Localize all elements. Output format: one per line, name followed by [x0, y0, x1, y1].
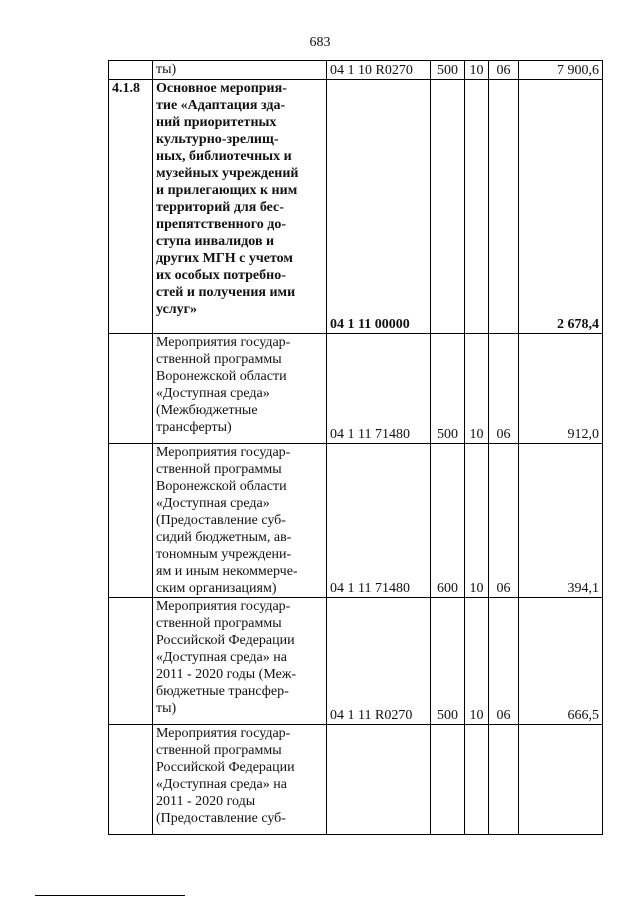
- table-row: [109, 598, 603, 725]
- item-name-line: препятственного до-: [156, 217, 287, 232]
- section-cell: [465, 725, 489, 835]
- table-body: [109, 61, 603, 835]
- item-name-line: ных, библиотечных и: [156, 149, 292, 164]
- table-row: [109, 61, 603, 80]
- item-name-cell: [153, 598, 327, 725]
- item-name-line: ступа инвалидов и: [156, 234, 275, 249]
- item-number-cell: [109, 725, 153, 835]
- item-name-cell: [153, 444, 327, 598]
- subsection-cell: 06: [489, 334, 519, 444]
- section-cell: 10: [465, 444, 489, 598]
- item-name-line: ственной программы: [156, 743, 282, 758]
- amount-cell: 666,5: [519, 598, 603, 725]
- table-row: [109, 334, 603, 444]
- amount-cell: [519, 725, 603, 835]
- table-row: [109, 80, 603, 334]
- section-cell: 10: [465, 61, 489, 80]
- item-name-line: ты): [156, 701, 177, 716]
- item-name-line: Российской Федерации: [156, 633, 295, 648]
- target-code-cell: 04 1 11 71480: [327, 444, 431, 598]
- item-name-line: Мероприятия государ-: [156, 726, 291, 741]
- item-number-cell: [109, 334, 153, 444]
- expense-type-cell: 500: [431, 334, 465, 444]
- item-name-line: Мероприятия государ-: [156, 335, 291, 350]
- item-name-line: (Предоставление суб-: [156, 513, 286, 528]
- section-cell: 10: [465, 334, 489, 444]
- amount-cell: 912,0: [519, 334, 603, 444]
- item-name-line: Мероприятия государ-: [156, 599, 291, 614]
- subsection-cell: [489, 725, 519, 835]
- table-row: [109, 444, 603, 598]
- item-name-line: «Доступная среда»: [156, 386, 270, 401]
- expense-type-cell: 600: [431, 444, 465, 598]
- item-name-line: (Предоставление суб-: [156, 811, 286, 826]
- target-code-cell: 04 1 11 71480: [327, 334, 431, 444]
- item-name-line: территорий для бес-: [156, 200, 284, 215]
- item-name-cell: [153, 61, 327, 80]
- item-name-line: (Межбюджетные: [156, 403, 258, 418]
- footnote-rule: [35, 895, 185, 896]
- target-code-cell: 04 1 11 R0270: [327, 598, 431, 725]
- item-name-line: трансферты): [156, 420, 232, 435]
- item-name-line: 2011 - 2020 годы: [156, 794, 256, 809]
- target-code-cell: [327, 725, 431, 835]
- budget-table: [108, 60, 603, 835]
- item-name-line: 2011 - 2020 годы (Меж-: [156, 667, 297, 682]
- section-cell: [465, 80, 489, 334]
- item-name-line: культурно-зрелищ-: [156, 132, 279, 147]
- item-name-line: тономным учреждени-: [156, 547, 292, 562]
- item-name-line: «Доступная среда» на: [156, 650, 287, 665]
- item-number-cell: [109, 61, 153, 80]
- item-name-cell: [153, 80, 327, 334]
- item-name-line: ственной программы: [156, 616, 282, 631]
- item-name-line: Воронежской области: [156, 369, 287, 384]
- item-name-line: их особых потребно-: [156, 268, 286, 283]
- item-name-line: Мероприятия государ-: [156, 445, 291, 460]
- item-name-line: тие «Адаптация зда-: [156, 98, 286, 113]
- item-name-line: ты): [156, 62, 177, 77]
- item-name-line: услуг»: [156, 302, 197, 317]
- item-number-cell: [109, 598, 153, 725]
- amount-cell: 7 900,6: [519, 61, 603, 80]
- amount-cell: 394,1: [519, 444, 603, 598]
- target-code-cell: 04 1 11 00000: [327, 80, 431, 334]
- item-name-line: Воронежской области: [156, 479, 287, 494]
- item-name-line: ям и иным некоммерче-: [156, 564, 298, 579]
- item-name-line: сидий бюджетным, ав-: [156, 530, 292, 545]
- item-name-line: ний приоритетных: [156, 115, 277, 130]
- page-number: 683: [309, 35, 331, 50]
- item-name-line: «Доступная среда»: [156, 496, 270, 511]
- item-name-line: и прилегающих к ним: [156, 183, 298, 198]
- section-cell: 10: [465, 598, 489, 725]
- item-name-cell: [153, 334, 327, 444]
- item-name-line: стей и получения ими: [156, 285, 296, 300]
- item-name-cell: [153, 725, 327, 835]
- item-number-cell: [109, 444, 153, 598]
- item-number-cell: 4.1.8: [109, 80, 153, 334]
- item-name-line: Основное мероприя-: [156, 81, 287, 96]
- item-name-line: ским организациям): [156, 581, 277, 596]
- subsection-cell: 06: [489, 444, 519, 598]
- subsection-cell: [489, 80, 519, 334]
- item-name-line: других МГН с учетом: [156, 251, 293, 266]
- item-name-line: ственной программы: [156, 462, 282, 477]
- item-name-line: музейных учреждений: [156, 166, 299, 181]
- expense-type-cell: [431, 725, 465, 835]
- expense-type-cell: [431, 80, 465, 334]
- expense-type-cell: 500: [431, 61, 465, 80]
- subsection-cell: 06: [489, 61, 519, 80]
- item-name-line: ственной программы: [156, 352, 282, 367]
- amount-cell: 2 678,4: [519, 80, 603, 334]
- item-name-line: Российской Федерации: [156, 760, 295, 775]
- subsection-cell: 06: [489, 598, 519, 725]
- expense-type-cell: 500: [431, 598, 465, 725]
- item-name-line: «Доступная среда» на: [156, 777, 287, 792]
- target-code-cell: 04 1 10 R0270: [327, 61, 431, 80]
- table-row: [109, 725, 603, 835]
- item-name-line: бюджетные трансфер-: [156, 684, 289, 699]
